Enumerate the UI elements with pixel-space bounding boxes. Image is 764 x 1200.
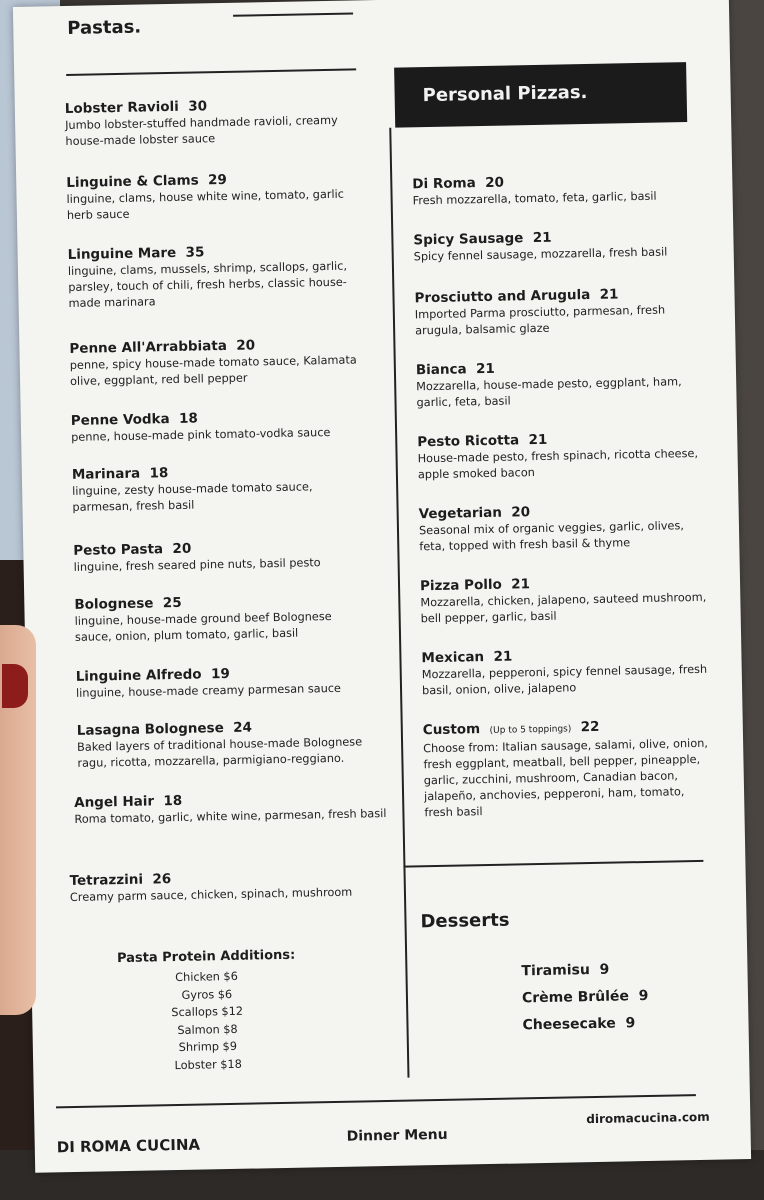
protein-line: Gyros $6 <box>181 987 233 1002</box>
pizza-item <box>413 226 704 266</box>
pasta-desc: penne, spicy house-made tomato sauce, Kalamata olive, eggplant, red bell pepper <box>69 353 357 388</box>
pasta-name: Pesto Pasta 20 <box>73 540 192 559</box>
pizza-desc: Choose from: Italian sausage, salami, olive, onion, fresh eggplant, meatball, bell pepper, pineapple, garlic, zucchini, mushroom, Canadian bacon, jalapeño, anchovies, pepperoni, ham, tomato, fresh basil <box>423 736 709 820</box>
pasta-desc: linguine, house-made creamy parmesan sauce <box>75 681 342 700</box>
fingernail <box>2 664 28 708</box>
pasta-desc: Roma tomato, garlic, white wine, parmesan, fresh basil <box>74 806 387 826</box>
protein-line: Shrimp $9 <box>178 1039 238 1054</box>
pizza-desc: Mozzarella, chicken, jalapeno, sauteed mushroom, bell pepper, garlic, basil <box>420 590 707 626</box>
pastas-underline <box>66 68 356 76</box>
pasta-desc: linguine, house-made ground beef Bolognese sauce, onion, plum tomato, garlic, basil <box>74 609 332 644</box>
pasta-item <box>69 866 390 906</box>
pasta-name: Penne Vodka 18 <box>70 410 199 429</box>
protein-line: Lobster $18 <box>174 1057 242 1072</box>
pasta-item <box>74 788 389 828</box>
pasta-protein-additions <box>81 947 333 1076</box>
pizza-name: Custom (Up to 5 toppings) 22 <box>422 718 600 739</box>
pasta-item <box>77 716 388 772</box>
menu-page <box>13 0 751 1173</box>
pizza-desc: Mozzarella, pepperoni, spicy fennel sausage, fresh basil, onion, olive, jalapeno <box>421 662 708 698</box>
footer-rule <box>56 1094 696 1108</box>
footer-menu-label: Dinner Menu <box>346 1126 448 1145</box>
footer-brand: DI ROMA CUCINA <box>56 1135 201 1157</box>
pizza-item <box>414 284 675 339</box>
pasta-desc: linguine, fresh seared pine nuts, basil pesto <box>73 556 321 574</box>
pizza-item <box>423 716 715 822</box>
protein-title: Pasta Protein Additions: <box>116 947 296 967</box>
pastas-title: Pastas. <box>67 16 142 39</box>
pasta-item <box>72 461 343 516</box>
pasta-item <box>69 334 380 390</box>
pasta-name: Marinara 18 <box>71 465 169 483</box>
pasta-desc: linguine, clams, house white wine, tomato, garlic herb sauce <box>66 187 345 222</box>
pasta-name: Linguine Alfredo 19 <box>75 665 230 685</box>
protein-line: Salmon $8 <box>177 1022 238 1037</box>
footer-website: diromacucina.com <box>586 1109 710 1127</box>
column-divider <box>389 128 409 1078</box>
top-rule <box>233 12 353 16</box>
pasta-item <box>71 406 382 446</box>
protein-line: Scallops $12 <box>171 1004 244 1020</box>
pizza-desc: House-made pesto, fresh spinach, ricotta cheese, apple smoked bacon <box>417 446 699 482</box>
pizza-desc: Mozzarella, house-made pesto, eggplant, ham, garlic, feta, basil <box>416 375 682 410</box>
pasta-desc: linguine, clams, mussels, shrimp, scallops, garlic, parsley, touch of chili, fresh herbs, classic house-made marinara <box>67 259 348 310</box>
pizza-item <box>417 428 708 484</box>
pizza-item <box>412 170 703 210</box>
pasta-desc: penne, house-made pink tomato-vodka sauce <box>71 425 331 444</box>
pizza-name: Prosciutto and Arugula 21 <box>414 286 619 307</box>
desserts-title: Desserts <box>420 909 510 933</box>
pizza-name: Pesto Ricotta 21 <box>417 431 548 451</box>
pasta-item <box>65 94 366 150</box>
pasta-item <box>73 536 384 576</box>
pizza-name: Di Roma 20 <box>412 174 505 193</box>
pizza-name: Pizza Pollo 21 <box>419 576 531 595</box>
dessert-item: Tiramisu 9 <box>521 961 610 980</box>
pasta-name: Bolognese 25 <box>74 594 182 613</box>
pasta-name: Penne All'Arrabbiata 20 <box>69 337 256 357</box>
pizza-name: Mexican 21 <box>421 648 513 667</box>
pizza-item <box>419 500 710 556</box>
pasta-desc: Jumbo lobster-stuffed handmade ravioli, creamy house-made lobster sauce <box>65 113 338 148</box>
pasta-name: Linguine & Clams 29 <box>66 171 228 191</box>
pizza-desc: Seasonal mix of organic veggies, garlic, olives, feta, topped with fresh basil & thyme <box>418 519 685 554</box>
pasta-name: Linguine Mare 35 <box>67 244 205 263</box>
pizza-name: Bianca 21 <box>415 360 496 379</box>
dessert-item: Cheesecake 9 <box>522 1015 636 1034</box>
pasta-item <box>74 590 365 646</box>
pizza-desc: Spicy fennel sausage, mozzarella, fresh basil <box>413 245 668 264</box>
pizzas-title: Personal Pizzas. <box>422 81 588 107</box>
pasta-desc: Baked layers of traditional house-made Bolognese ragu, ricotta, mozzarella, parmigiano-reggiano. <box>76 735 363 770</box>
pizza-item <box>421 644 712 700</box>
pizza-desc: Imported Parma prosciutto, parmesan, fresh arugula, balsamic glaze <box>414 303 666 338</box>
pasta-desc: Creamy parm sauce, chicken, spinach, mushroom <box>69 885 353 905</box>
dessert-item: Crème Brûlée 9 <box>521 987 649 1007</box>
pizza-name: Vegetarian 20 <box>418 504 531 523</box>
pasta-name: Angel Hair 18 <box>74 792 183 811</box>
pasta-name: Lasagna Bolognese 24 <box>76 719 253 739</box>
pizza-item <box>416 356 687 411</box>
pasta-item <box>66 168 367 224</box>
pizza-item <box>420 572 711 628</box>
pizza-desc: Fresh mozzarella, tomato, feta, garlic, basil <box>412 189 657 208</box>
pizza-name: Spicy Sausage 21 <box>413 229 552 249</box>
desserts-divider <box>403 860 703 868</box>
pasta-item <box>67 240 368 312</box>
pizzas-banner <box>394 62 687 128</box>
pasta-desc: linguine, zesty house-made tomato sauce, parmesan, fresh basil <box>72 480 313 514</box>
protein-line: Chicken $6 <box>175 969 238 985</box>
pasta-item <box>76 662 387 702</box>
pasta-name: Lobster Ravioli 30 <box>64 98 208 117</box>
pasta-name: Tetrazzini 26 <box>69 871 172 890</box>
